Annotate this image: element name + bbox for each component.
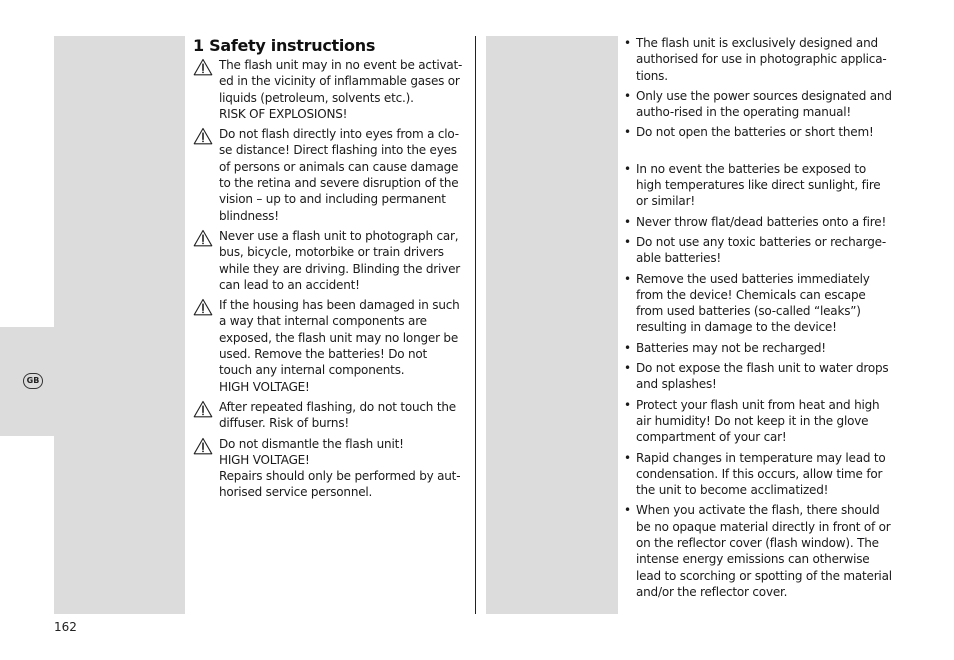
bullet-text-line: be no opaque material directly in front of or bbox=[636, 519, 891, 534]
warning-text-line: a way that internal components are bbox=[219, 314, 427, 329]
bullet-item bbox=[624, 502, 904, 600]
warning-list bbox=[193, 57, 471, 505]
warning-item bbox=[193, 228, 471, 293]
warning-triangle-icon bbox=[193, 58, 213, 76]
bullet-text-line: authorised for use in photographic applica- bbox=[636, 52, 887, 67]
left-margin-panel bbox=[54, 36, 185, 614]
bullet-dot: • bbox=[624, 340, 632, 355]
warning-text-line: liquids (petroleum, solvents etc.). bbox=[219, 90, 414, 105]
bullet-item bbox=[624, 450, 904, 499]
bullet-text-line: or similar! bbox=[636, 194, 695, 209]
warning-text-line: used. Remove the batteries! Do not bbox=[219, 347, 428, 362]
bullet-text-line: Protect your flash unit from heat and high bbox=[636, 397, 880, 412]
bullet-text-line: Rapid changes in temperature may lead to bbox=[636, 450, 886, 465]
warning-text-line: horised service personnel. bbox=[219, 485, 373, 500]
bullet-list bbox=[624, 35, 904, 604]
warning-text-line: Do not flash directly into eyes from a clo- bbox=[219, 127, 459, 142]
bullet-text-line: When you activate the flash, there should bbox=[636, 503, 880, 518]
bullet-text-line: autho-rised in the operating manual! bbox=[636, 105, 852, 120]
warning-text-line: diffuser. Risk of burns! bbox=[219, 416, 349, 431]
bullet-dot: • bbox=[624, 503, 632, 518]
bullet-item bbox=[624, 35, 904, 84]
bullet-text-line: Only use the power sources designated and bbox=[636, 88, 892, 103]
bullet-text-line: the unit to become acclimatized! bbox=[636, 483, 829, 498]
warning-text-line: of persons or animals can cause damage bbox=[219, 159, 459, 174]
bullet-dot: • bbox=[624, 88, 632, 103]
warning-text-line: touch any internal components. bbox=[219, 363, 405, 378]
warning-item bbox=[193, 126, 471, 224]
warning-text-line: blindness! bbox=[219, 208, 279, 223]
bullet-dot: • bbox=[624, 234, 632, 249]
section-heading: 1 Safety instructions bbox=[193, 36, 376, 55]
bullet-text-line: resulting in damage to the device! bbox=[636, 320, 837, 335]
bullet-text-line: air humidity! Do not keep it in the glove bbox=[636, 413, 869, 428]
warning-text-line: HIGH VOLTAGE! bbox=[219, 452, 310, 467]
bullet-text-line: In no event the batteries be exposed to bbox=[636, 161, 867, 176]
bullet-text-line: condensation. If this occurs, allow time for bbox=[636, 466, 883, 481]
bullet-dot: • bbox=[624, 271, 632, 286]
bullet-text-line: Do not expose the flash unit to water drops bbox=[636, 361, 889, 376]
warning-text-line: The flash unit may in no event be activat- bbox=[219, 58, 463, 72]
bullet-item bbox=[624, 397, 904, 446]
bullet-text-line: on the reflector cover (flash window). The bbox=[636, 536, 879, 551]
bullet-item bbox=[624, 340, 904, 356]
warning-item bbox=[193, 297, 471, 395]
bullet-item bbox=[624, 161, 904, 210]
bullet-text-line: intense energy emissions can otherwise bbox=[636, 552, 870, 567]
bullet-dot: • bbox=[624, 397, 632, 412]
bullet-text-line: The flash unit is exclusively designed and bbox=[636, 36, 878, 50]
right-margin-panel bbox=[486, 36, 618, 614]
bullet-item bbox=[624, 271, 904, 336]
bullet-text-line: able batteries! bbox=[636, 251, 721, 266]
bullet-item bbox=[624, 124, 904, 140]
warning-text-line: HIGH VOLTAGE! bbox=[219, 379, 310, 394]
warning-item bbox=[193, 399, 471, 432]
warning-text-line: can lead to an accident! bbox=[219, 277, 360, 292]
bullet-text-line: high temperatures like direct sunlight, fire bbox=[636, 178, 881, 193]
warning-text-line: Repairs should only be performed by aut- bbox=[219, 469, 461, 484]
warning-text-line: ed in the vicinity of inflammable gases or bbox=[219, 74, 460, 89]
bullet-text-line: Never throw flat/dead batteries onto a fire! bbox=[636, 214, 887, 229]
warning-triangle-icon bbox=[193, 400, 213, 418]
bullet-text-line: Batteries may not be recharged! bbox=[636, 340, 826, 355]
bullet-text-line: compartment of your car! bbox=[636, 430, 787, 445]
warning-triangle-icon bbox=[193, 298, 213, 316]
bullet-dot: • bbox=[624, 36, 632, 50]
bullet-text-line: Do not open the batteries or short them! bbox=[636, 125, 874, 140]
column-divider bbox=[475, 36, 476, 614]
bullet-dot: • bbox=[624, 125, 632, 140]
warning-text-line: After repeated flashing, do not touch the bbox=[219, 399, 456, 414]
bullet-text-line: and splashes! bbox=[636, 377, 717, 392]
warning-item bbox=[193, 436, 471, 501]
bullet-text-line: tions. bbox=[636, 68, 668, 83]
bullet-dot: • bbox=[624, 161, 632, 176]
warning-text-line: RISK OF EXPLOSIONS! bbox=[219, 106, 348, 121]
bullet-dot: • bbox=[624, 214, 632, 229]
bullet-item bbox=[624, 234, 904, 267]
bullet-text-line: Remove the used batteries immediately bbox=[636, 271, 870, 286]
warning-text-line: bus, bicycle, motorbike or train drivers bbox=[219, 245, 444, 260]
bullet-text-line: from the device! Chemicals can escape bbox=[636, 287, 866, 302]
warning-text-line: If the housing has been damaged in such bbox=[219, 298, 460, 313]
warning-text-line: Never use a flash unit to photograph car, bbox=[219, 228, 459, 243]
bullet-text-line: lead to scorching or spotting of the material bbox=[636, 568, 892, 583]
language-badge: GB bbox=[23, 373, 43, 389]
warning-item bbox=[193, 57, 471, 122]
bullet-item bbox=[624, 214, 904, 230]
warning-text-line: while they are driving. Blinding the driver bbox=[219, 261, 460, 276]
warning-text-line: se distance! Direct flashing into the eyes bbox=[219, 143, 457, 158]
bullet-item bbox=[624, 360, 904, 393]
bullet-dot: • bbox=[624, 450, 632, 465]
bullet-text-line: Do not use any toxic batteries or recharge- bbox=[636, 234, 886, 249]
bullet-text-line: and/or the reflector cover. bbox=[636, 584, 788, 599]
warning-triangle-icon bbox=[193, 437, 213, 455]
warning-text-line: vision – up to and including permanent bbox=[219, 192, 446, 207]
page-number: 162 bbox=[54, 620, 77, 634]
bullet-text-line: from used batteries (so-called “leaks”) bbox=[636, 304, 861, 319]
warning-text-line: Do not dismantle the flash unit! bbox=[219, 436, 404, 451]
warning-triangle-icon bbox=[193, 229, 213, 247]
bullet-dot: • bbox=[624, 361, 632, 376]
bullet-item bbox=[624, 88, 904, 121]
warning-text-line: exposed, the flash unit may no longer be bbox=[219, 330, 459, 345]
warning-text-line: to the retina and severe disruption of the bbox=[219, 176, 459, 191]
warning-triangle-icon bbox=[193, 127, 213, 145]
